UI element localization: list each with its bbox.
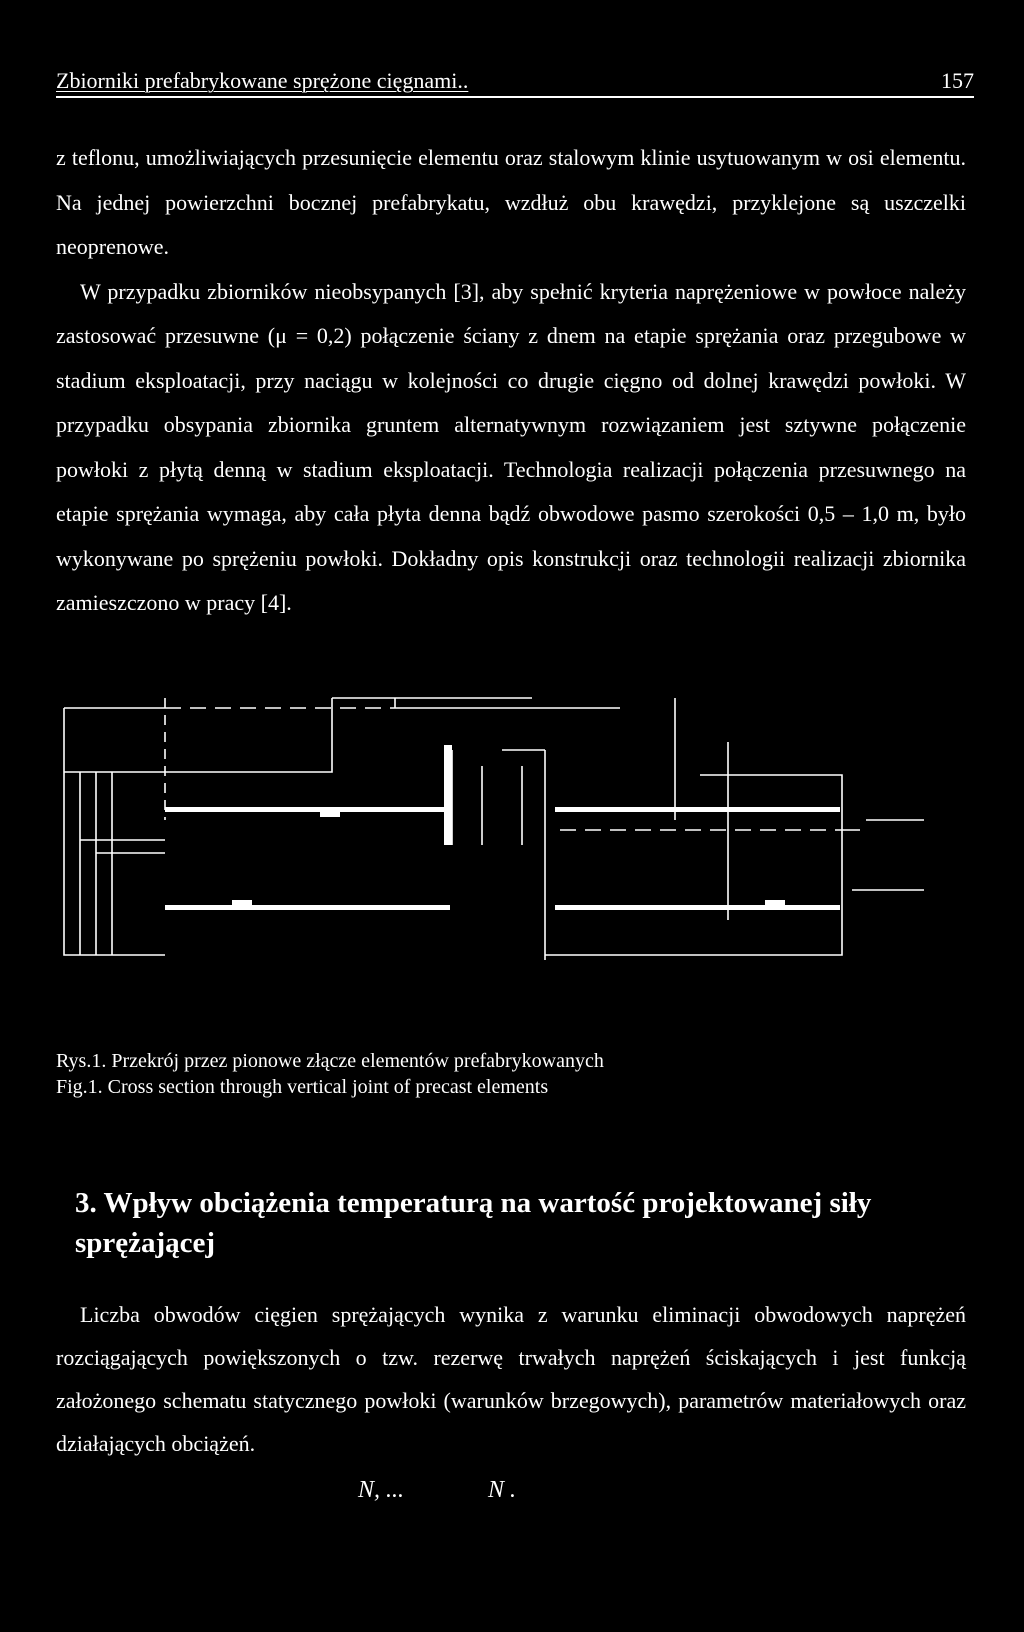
running-title: Zbiorniki prefabrykowane sprężone cięgnami.. [56,68,469,93]
drawing-wedge [444,745,452,845]
drawing-line [64,708,165,955]
joint-cross-section-drawing [0,680,1024,1000]
caption-en: Fig.1. Cross section through vertical joint of precast elements [56,1076,549,1098]
page-header [56,68,974,98]
drawing-bar [555,807,840,812]
drawing-bar [320,807,340,817]
caption-pl: Rys.1. Przekrój przez pionowe złącze elementów prefabrykowanych [56,1050,604,1072]
body-text-top [56,136,966,626]
body-text-bottom [56,1293,966,1465]
drawing-line [545,775,842,955]
drawing-bar [765,900,785,910]
drawing-bar [232,900,252,910]
figure-caption [56,1048,604,1100]
drawing-bar [165,905,450,910]
page-number: 157 [941,68,974,93]
formula-right: N . [488,1477,517,1503]
section-heading: 3. Wpływ obciążenia temperaturą na wartość projektowanej siły sprężającej [75,1187,872,1259]
paragraph-3: Liczba obwodów cięgien sprężających wynika z warunku eliminacji obwodowych naprężeń rozciągających powiększonych o tzw. rezerwę trwałych naprężeń ściskających i jest funkcją założonego schematu statycznego powłoki (warunków brzegowych), parametrów materiałowych oraz działających obciążeń. [56,1302,966,1456]
drawing-line [165,698,332,772]
paragraph-1: z teflonu, umożliwiających przesunięcie elementu oraz stalowym klinie usytuowanym w osi elementu. Na jednej powierzchni bocznej prefabrykatu, wzdłuż obu krawędzi, przyklejone są uszczelki neoprenowe. [56,145,966,259]
drawing-bar [555,905,840,910]
paragraph-2: W przypadku zbiorników nieobsypanych [3], aby spełnić kryteria naprężeniowe w powłoce należy zastosować przesuwne (μ = 0,2) połączenie ściany z dnem na etapie sprężania oraz przegubowe w stadium eksploatacji, przy naciągu w kolejności co drugie cięgno od dolnej krawędzi powłoki. W przypadku obsypania zbiornika gruntem alternatywnym rozwiązaniem jest sztywne połączenie powłoki z płytą denną w stadium eksploatacji. Technologia realizacji połączenia przesuwnego na etapie sprężania wymaga, aby cała płyta denna bądź obwodowe pasmo szerokości 0,5 – 1,0 m, było wykonywane po sprężeniu powłoki. Dokładny opis konstrukcji oraz technologii realizacji zbiornika zamieszczono w pracy [4]. [56,278,966,615]
drawing-bar [165,807,450,812]
formula-left: N, ... [358,1477,405,1503]
